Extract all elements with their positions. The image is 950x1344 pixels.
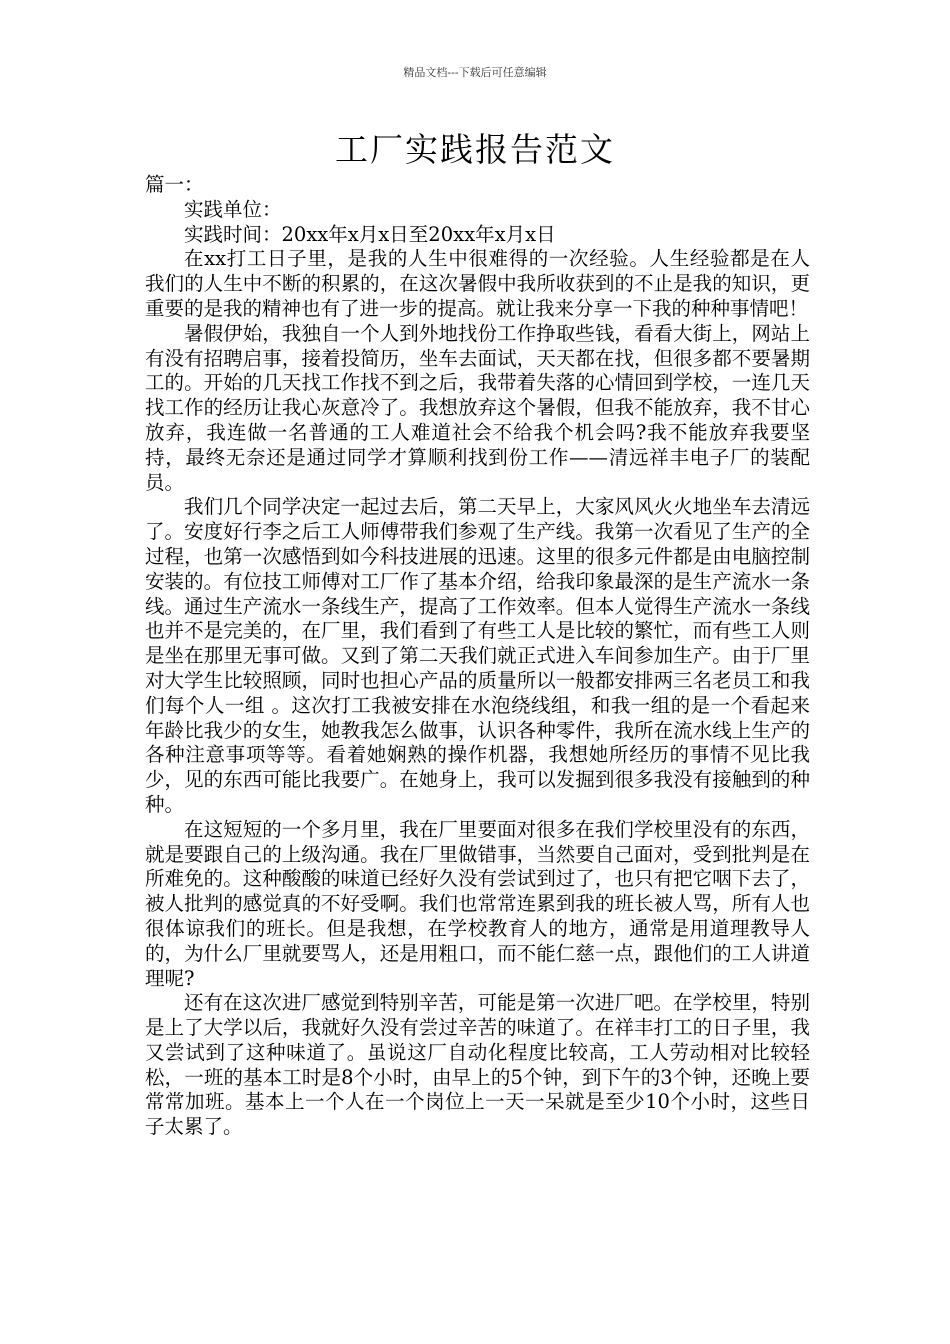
practice-time-line: 实践时间：20xx年x月x日至20xx年x月x日 <box>184 222 556 246</box>
paragraph: 暑假伊始，我独自一个人到外地找份工作挣取些钱，看看大街上，网站上有没有招聘启事，接着投简历，坐车去面试，天天都在找，但很多都不要暑期工的。开始的几天找工作找不到之后，我带着失落的心情回到学校，一连几天找工作的经历让我心灰意冷了。我想放弃这个暑假，但我不能放弃，我不甘心放弃，我连做一名普通的工人难道社会不给我个机会吗?我不能放弃我要坚持，最终无奈还是通过同学才算顺利找到份工作——清远祥丰电子厂的装配员。 <box>145 321 810 494</box>
practice-unit-line: 实践单位： <box>184 197 282 221</box>
document-body <box>145 173 810 1140</box>
document-title: 工厂实践报告范文 <box>335 130 615 169</box>
section-label: 篇一： <box>145 173 204 196</box>
paragraph: 在这短短的一个多月里，我在厂里要面对很多在我们学校里没有的东西，就是要跟自己的上级沟通。我在厂里做错事，当然要自己面对，受到批判是在所难免的。这种酸酸的味道已经好久没有尝试到过了，也只有把它咽下去了，被人批判的感觉真的不好受啊。我们也常常连累到我的班长被人骂，所有人也很体谅我们的班长。但是我想，在学校教育人的地方，通常是用道理教导人的，为什么厂里就要骂人，还是用粗口，而不能仁慈一点，跟他们的工人讲道理呢? <box>145 817 810 990</box>
paragraph: 还有在这次进厂感觉到特别辛苦，可能是第一次进厂吧。在学校里，特别是上了大学以后，我就好久没有尝过辛苦的味道了。在祥丰打工的日子里，我又尝试到了这种味道了。虽说这厂自动化程度比较高，工人劳动相对比较轻松，一班的基本工时是8个小时，由早上的5个钟，到下午的3个钟，还晚上要常常加班。基本上一个人在一个岗位上一天一呆就是至少10个小时，这些日子太累了。 <box>145 991 810 1139</box>
paragraph: 我们几个同学决定一起过去后，第二天早上，大家风风火火地坐车去清远了。安度好行李之后工人师傅带我们参观了生产线。我第一次看见了生产的全过程，也第一次感悟到如今科技进展的迅速。这里的很多元件都是由电脑控制安装的。有位技工师傅对工厂作了基本介绍，给我印象最深的是生产流水一条线。通过生产流水一条线生产，提高了工作效率。但本人觉得生产流水一条线也并不是完美的，在厂里，我们看到了有些工人是比较的繁忙，而有些工人则是坐在那里无事可做。又到了第二天我们就正式进入车间参加生产。由于厂里对大学生比较照顾，同时也担心产品的质量所以一般都安排两三名老员工和我们每个人一组 。这次打工我被安排在水泡绕线组，和我一组的是一个看起来年龄比我少的女生，她教我怎么做事，认识各种零件，我所在流水线上生产的各种注意事项等等。看着她娴熟的操作机器，我想她所经历的事情不见比我少，见的东西可能比我要广。在她身上，我可以发掘到很多我没有接触到的种种。 <box>145 495 810 816</box>
paragraph: 在xx打工日子里，是我的人生中很难得的一次经验。人生经验都是在人我们的人生中不断的积累的，在这次暑假中我所收获到的不止是我的知识，更重要的是我的精神也有了进一步的提高。就让我来分享一下我的种种事情吧！ <box>145 247 810 320</box>
page-header-note: 精品文档---下载后可任意编辑 <box>403 66 547 79</box>
